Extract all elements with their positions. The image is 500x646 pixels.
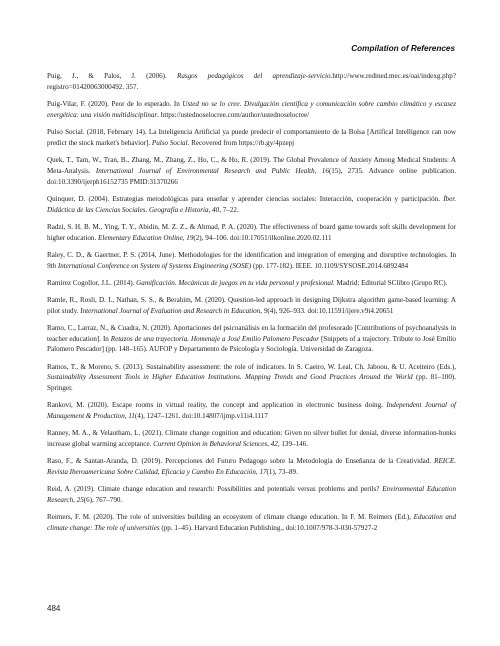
reference-italic-segment: International Journal of Environmental Research and Public Health — [95, 166, 315, 175]
reference-italic-segment: Gamificación. Mecánicas de juegos en tu vida personal y profesional. — [136, 278, 335, 287]
reference-italic-segment: 11 — [128, 412, 135, 421]
reference-entry — [47, 295, 456, 317]
reference-entry — [47, 194, 456, 216]
reference-italic-segment: 40 — [212, 205, 220, 214]
reference-text-segment: Ramle, R., Rosli, D. I., Nathan, S. S., & Berahim, M. (2020). Question-led approach in designing Dijkstra algorithm game-based learning: A pilot study. — [47, 295, 456, 315]
reference-text-segment: Quinquer, D. (2004). Estrategias metodológicas para enseñar y aprender ciencias sociales: Interacción, cooperación y participación. — [47, 194, 444, 203]
reference-text-segment: , — [267, 440, 271, 449]
reference-text-segment: Ramírez Cogollor, J.L. (2014). — [47, 278, 137, 287]
reference-text-segment: , 139–146. — [277, 440, 308, 449]
reference-entry — [47, 127, 456, 149]
reference-text-segment: http://www.redined.mec.es/oai/indexg.php?registro=01420063000492. 357. — [47, 72, 456, 91]
reference-italic-segment: REICE. Revista Iberoamericana Sobre Calidad, Eficacia y Cambio En Educación — [47, 457, 456, 477]
reference-italic-segment: Education and climate change: The role of universities — [47, 513, 456, 533]
reference-text-segment: (1), 73–89. — [266, 468, 298, 477]
reference-entry — [47, 362, 456, 394]
reference-text-segment: (pp. 81–100). Springer. — [47, 373, 456, 393]
reference-text-segment: (2), 94–106. doi:10.17051/ilkonline.2020.02.111 — [193, 233, 332, 242]
reference-entry — [47, 428, 456, 450]
reference-text-segment: , 7–22. — [219, 205, 239, 214]
reference-italic-segment: Independent Journal of Management & Production — [47, 401, 456, 421]
reference-text-segment: (4), 926–933. doi:10.11591/ijere.v9i4.20651 — [267, 306, 394, 315]
reference-text-segment: Reid, A. (2019). Climate change education and research: Possibilities and potentials versus problems and perils? — [47, 485, 383, 494]
reference-text-segment: Radzi, S. H. B. M., Ying, T. Y., Abidin, M. Z. Z., & Ahmad, P. A. (2020). The effectiveness of board game towards soft skills development for higher education. — [47, 222, 456, 242]
reference-entry — [47, 323, 456, 355]
reference-text-segment: Raso, F., & Santan-Aranda, D. (2019). Percepciones del Futuro Pedagogo sobre la Metodología de Enseñanza de la Creatividad. — [47, 457, 435, 466]
reference-entry — [47, 456, 456, 478]
reference-italic-segment: Pulso Social — [151, 138, 188, 147]
reference-text-segment: Puig, J., & Palos, J. (2006). — [47, 72, 177, 80]
reference-text-segment: Quek, T., Tam, W., Tran, B., Zhang, M., Zhang, Z., Ho, C., & Ho, R. (2019). The Global Prevalence of Anxiety Among Medical Students: A Meta-Analysis. — [47, 155, 456, 175]
reference-text-segment: Raley, C. D., & Gaertner, P. S. (2014, June). Methodologies for the identification and integration of emerging and disruptive technologies. In — [47, 250, 456, 259]
reference-text-segment: Madrid: Editorial SClibro (Grupo RC). — [334, 278, 448, 287]
reference-entry — [47, 484, 456, 506]
reference-text-segment: , — [124, 412, 129, 421]
reference-text-segment: Reimers, F. M. (2020). The role of universities building an ecosystem of climate change education. In F. M. Reimers (Ed.), — [47, 513, 414, 522]
reference-text-segment: (pp. 177-182). IEEE. 10.1109/SYSOSE.2014.6892484 — [251, 261, 409, 270]
reference-italic-segment: Rasgos pedagógicos del aprendizaje-servicio. — [176, 72, 333, 80]
reference-italic-segment: 16 — [321, 166, 329, 175]
reference-text-segment: (6), 767–790. — [83, 496, 123, 505]
reference-text-segment: , — [260, 306, 264, 315]
reference-italic-segment: Environmental Education Research — [47, 485, 456, 505]
reference-text-segment: Pulso Social. (2018, February 14). La Inteligencia Artificial ya puede predecir el comportamiento de la Bolsa [Artifical Intelligence can now predict the stock market's behavior]. — [47, 127, 456, 147]
reference-italic-segment: 17 — [259, 468, 267, 477]
reference-italic-segment: 9th International Conference on System of Systems Engineering (SOSE) — [47, 261, 252, 270]
reference-text-segment: Ramo, C., Larraz, N., & Cuadra, N. (2020). Aportaciones del psicoanálisis en la formación del profesorado [Contributions of psychoanalysis in teacher education]. In — [47, 323, 456, 343]
reference-italic-segment: 19 — [186, 233, 194, 242]
reference-italic-segment: International Journal of Evaluation and Research in Education — [80, 306, 261, 315]
reference-italic-segment: Current Opinion in Behavioral Sciences — [153, 440, 268, 449]
reference-entry — [47, 222, 456, 244]
reference-text-segment: Puig-Vilar, F. (2020). Peor de lo esperado. In — [47, 99, 183, 108]
reference-italic-segment: Íber. Didáctica de las Ciencias Sociales. Geografía e Historia — [47, 194, 456, 214]
reference-text-segment: Ramos, T., & Moreno, S. (2013). Sustainability assessment: the role of indicators. In S. Caeiro, W. Leal, Ch. Jaboou, & U. Aceiteiro (Eds.), — [47, 362, 456, 371]
reference-text-segment: . https://ustednoselocree.com/author/ustednoselocree/ — [157, 110, 310, 119]
reference-italic-segment: Usted no se lo cree. Divulgación científica y comunicación sobre cambio climático y escasez energética: una visión multidisciplinar — [47, 99, 456, 119]
reference-italic-segment: 42 — [270, 440, 278, 449]
reference-entry — [47, 99, 456, 121]
reference-text-segment: Ranney, M. A., & Velautham, L. (2021). Climate change cognition and education: Given no silver bullet for denial, diverse information-hunks increase global warming acceptance. — [47, 429, 456, 449]
reference-entry — [47, 400, 456, 422]
reference-entry — [47, 155, 456, 187]
running-header: Compilation of References — [351, 44, 455, 53]
reference-entry — [47, 250, 456, 272]
reference-text-segment: (15), 2735. Advance online publication. doi:10.3390/ijerph16152735 PMID:31370266 — [47, 166, 456, 186]
reference-text-segment: , — [182, 233, 187, 242]
reference-italic-segment: 9 — [263, 306, 268, 315]
reference-text-segment: , — [314, 166, 322, 175]
reference-text-segment: . Recovered from https://rb.gy/4pzepj — [187, 138, 295, 147]
reference-italic-segment: Sustainability Assessment Tools in Higher Education Institutions. Mapping Trends and Good Practices Around the World — [47, 373, 413, 382]
reference-text-segment: Rankovi, M. (2020). Escape rooms in virtual reality, the concept and application in electronic business doing. — [47, 401, 387, 410]
reference-text-segment: , — [255, 468, 260, 477]
reference-italic-segment: Elementary Education Online — [98, 233, 183, 242]
reference-text-segment: [Snippets of a trajectory. Tribute to José Emilio Palomero Pescador] (pp. 148–165). AUFOP y Departamento de Psicología y Sociología. Universidad de Zaragoza. — [47, 334, 456, 354]
page-number: 484 — [47, 604, 61, 613]
reference-italic-segment: 25 — [76, 496, 84, 505]
reference-entry — [47, 71, 456, 93]
reference-text-segment: , — [73, 496, 77, 505]
reference-text-segment: , — [208, 205, 213, 214]
reference-entry — [47, 512, 456, 534]
reference-text-segment: (4), 1247–1261. doi:10.14807/ijmp.v11i4.1117 — [134, 412, 268, 421]
reference-italic-segment: Retazos de una trayectoria. Homenaje a José Emilio Palomero Pescador — [110, 334, 320, 343]
reference-text-segment: (pp. 1–45). Harvard Education Publishing., doi:10.1007/978-3-030-57927-2 — [159, 524, 378, 533]
reference-entry — [47, 278, 456, 289]
reference-list — [47, 71, 456, 540]
